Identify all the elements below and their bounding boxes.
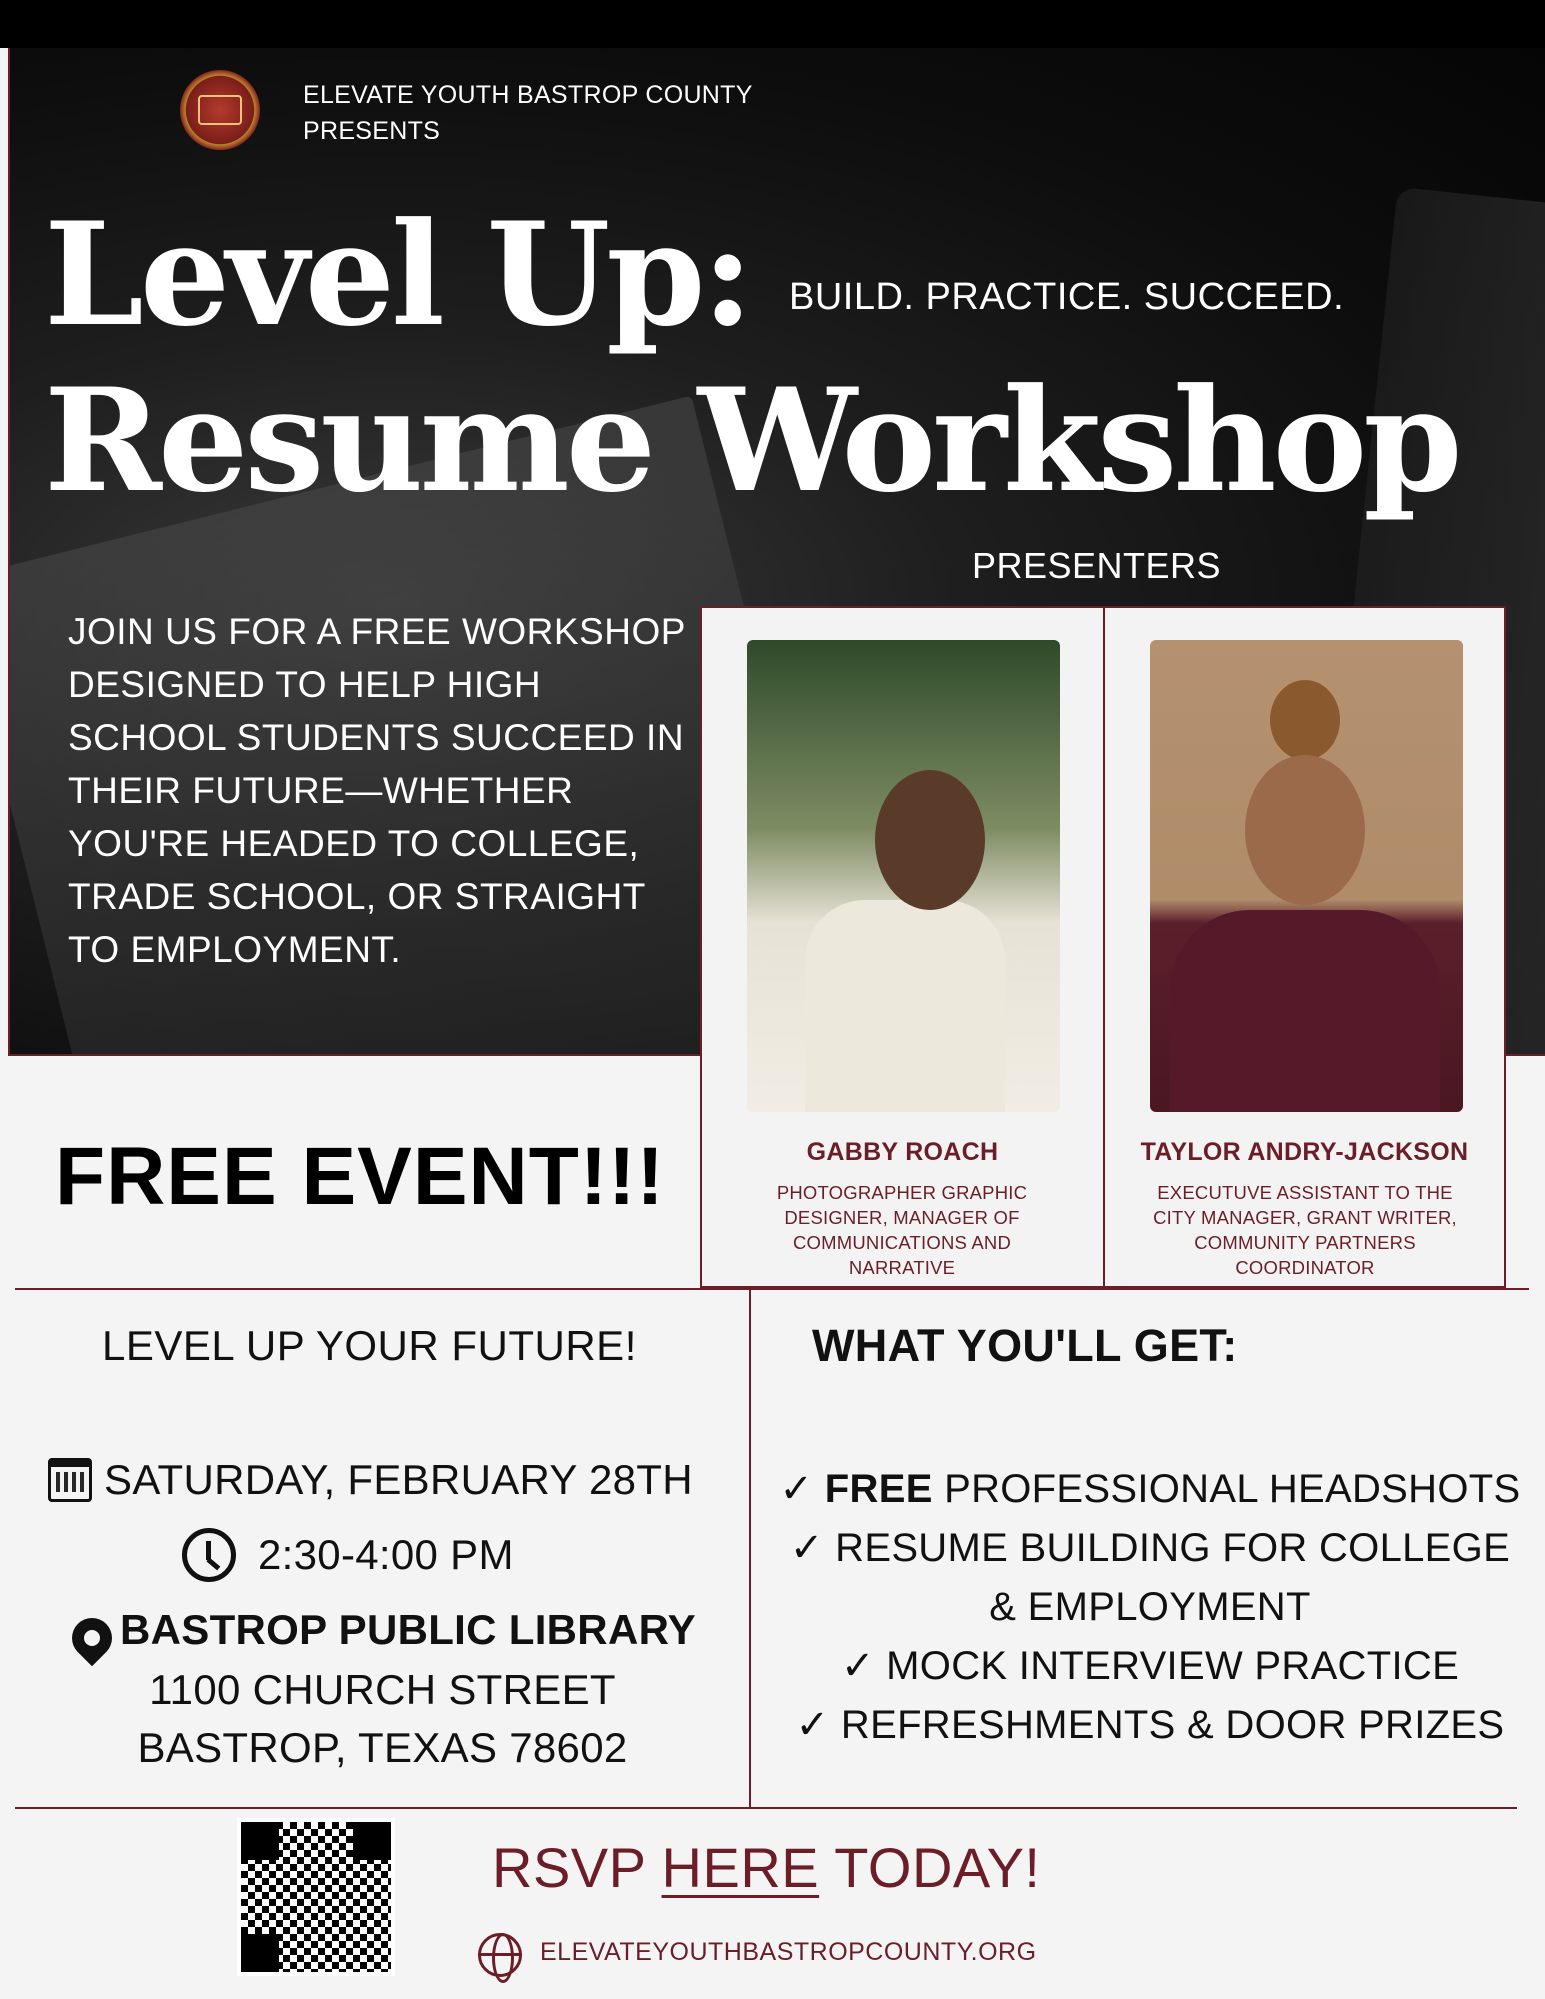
presenter-card — [1103, 608, 1504, 1286]
check-icon: ✓ — [789, 1526, 824, 1570]
website-link[interactable]: ELEVATEYOUTHBASTROPCOUNTY.ORG — [540, 1938, 1037, 1966]
date-text: SATURDAY, FEBRUARY 28TH — [104, 1456, 693, 1503]
rsvp-qr-code[interactable] — [237, 1818, 395, 1976]
venue-name: BASTROP PUBLIC LIBRARY — [120, 1606, 696, 1653]
venue-address-line-2: BASTROP, TEXAS 78602 — [137, 1724, 628, 1771]
benefit-item: ✓ RESUME BUILDING FOR COLLEGE — [789, 1526, 1511, 1570]
benefits-heading: WHAT YOU'LL GET: — [812, 1320, 1238, 1371]
benefit-item: ✓ FREE PROFESSIONAL HEADSHOTS — [779, 1467, 1521, 1511]
top-bar — [0, 0, 1545, 48]
presenter-card — [702, 608, 1103, 1286]
calendar-icon — [48, 1458, 92, 1502]
presenters-heading: PRESENTERS — [972, 545, 1222, 586]
presents-label: PRESENTS — [303, 117, 441, 145]
event-time — [182, 1528, 514, 1582]
time-text: 2:30-4:00 PM — [258, 1531, 514, 1578]
presenter-role: PHOTOGRAPHER GRAPHIC DESIGNER, MANAGER OF COMMUNICATIONS AND NARRATIVE — [776, 1182, 1028, 1278]
check-icon: ✓ — [840, 1644, 875, 1688]
details-heading: LEVEL UP YOUR FUTURE! — [102, 1322, 637, 1369]
divider — [15, 1288, 1529, 1290]
presenters-panel — [700, 606, 1506, 1288]
benefit-item-continued: & EMPLOYMENT — [989, 1585, 1311, 1629]
presenter-role: EXECUTUVE ASSISTANT TO THE CITY MANAGER, GRANT WRITER, COMMUNITY PARTNERS COORDINATOR — [1153, 1182, 1457, 1278]
check-icon: ✓ — [795, 1703, 830, 1747]
rsvp-link[interactable]: HERE — [661, 1836, 820, 1899]
rsvp-callout: RSVP HERE TODAY! — [492, 1836, 1041, 1899]
check-icon: ✓ — [779, 1467, 814, 1511]
location-pin-icon — [64, 1610, 121, 1667]
benefit-bold: FREE — [824, 1467, 933, 1511]
venue-address-line-1: 1100 CHURCH STREET — [149, 1666, 616, 1713]
event-title-line-1: Level Up: — [44, 192, 750, 358]
divider — [15, 1807, 1517, 1809]
tagline: BUILD. PRACTICE. SUCCEED. — [789, 276, 1345, 318]
benefit-item: ✓ MOCK INTERVIEW PRACTICE — [840, 1644, 1460, 1688]
event-date — [48, 1456, 693, 1504]
clock-icon — [182, 1528, 236, 1582]
benefit-item: ✓ REFRESHMENTS & DOOR PRIZES — [795, 1703, 1505, 1747]
presenter-org — [303, 77, 753, 149]
presenter-photo — [1150, 640, 1463, 1112]
organization-seal-logo — [180, 70, 260, 150]
org-name: ELEVATE YOUTH BASTROP COUNTY — [303, 81, 753, 109]
benefits-list — [760, 1460, 1540, 1755]
presenter-name: TAYLOR ANDRY-JACKSON — [1140, 1138, 1469, 1166]
free-event-banner: FREE EVENT!!! — [55, 1131, 665, 1222]
intro-text: JOIN US FOR A FREE WORKSHOP DESIGNED TO HELP HIGH SCHOOL STUDENTS SUCCEED IN THEIR FUTURE—WHETHER YOU'RE HEADED TO COLLEGE, TRADE SCHOOL, OR STRAIGHT TO EMPLOYMENT. — [68, 611, 686, 970]
event-title-line-2: Resume Workshop — [44, 358, 1459, 524]
book-icon — [198, 95, 242, 125]
presenter-name: GABBY ROACH — [806, 1138, 999, 1166]
globe-icon — [478, 1933, 522, 1977]
presenter-photo — [747, 640, 1060, 1112]
